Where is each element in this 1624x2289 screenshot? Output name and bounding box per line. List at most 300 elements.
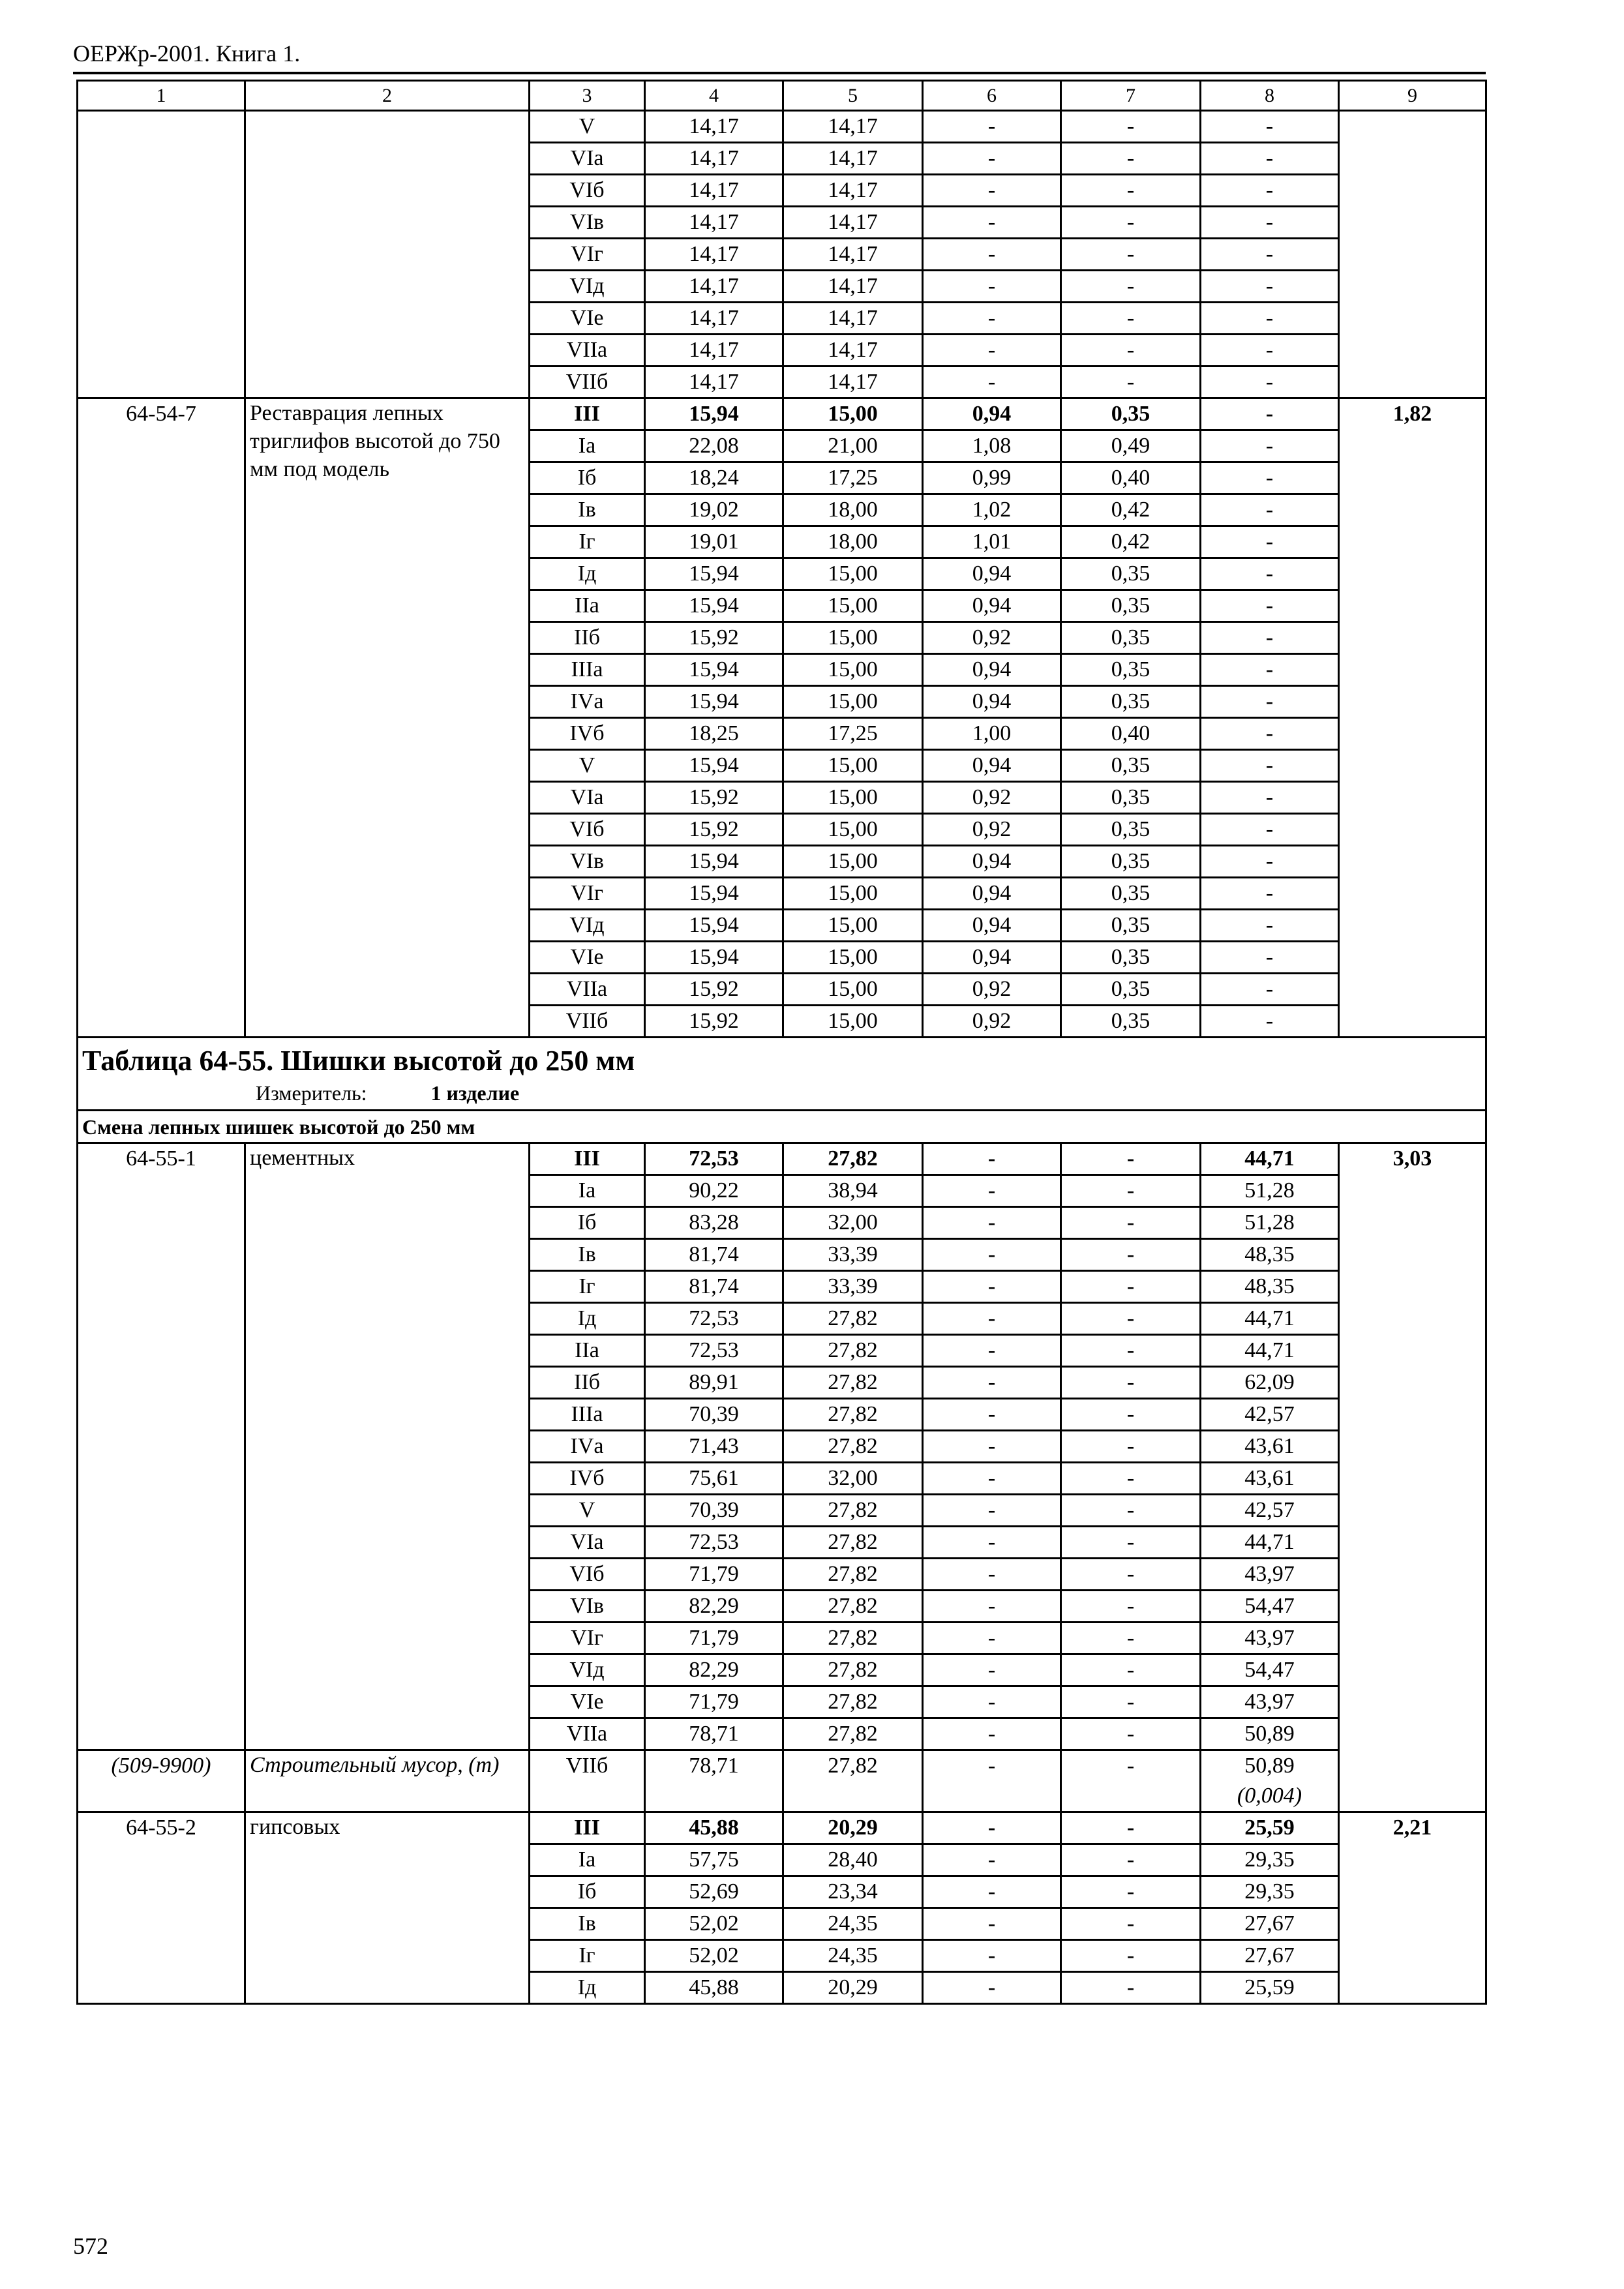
value-cell: Iа — [530, 430, 645, 462]
value-cell: Iв — [530, 1908, 645, 1940]
value-cell: Iа — [530, 1844, 645, 1876]
table-title: Таблица 64-55. Шишки высотой до 250 мм — [82, 1044, 635, 1077]
value-cell: - — [1061, 335, 1201, 367]
value-cell: - — [1201, 1006, 1339, 1038]
value-cell: - — [923, 1750, 1061, 1812]
value-cell: 27,82 — [783, 1654, 923, 1686]
value-cell: III — [530, 1143, 645, 1175]
value-cell: 44,71 — [1201, 1143, 1339, 1175]
value-cell: 44,71 — [1201, 1303, 1339, 1335]
value-cell: - — [1061, 1527, 1201, 1559]
value-cell: - — [1201, 686, 1339, 718]
value-cell: - — [1061, 1908, 1201, 1940]
value-cell: 14,17 — [783, 175, 923, 207]
value-cell: - — [1201, 622, 1339, 654]
value-cell: 14,17 — [783, 143, 923, 175]
value-cell: 1,00 — [923, 718, 1061, 750]
value-cell: IVа — [530, 686, 645, 718]
value-cell: VIе — [530, 303, 645, 335]
value-cell: 27,82 — [783, 1399, 923, 1431]
value-cell: VIб — [530, 1559, 645, 1591]
value-cell: - — [1201, 782, 1339, 814]
value-cell: 21,00 — [783, 430, 923, 462]
column-number-row — [78, 81, 1486, 111]
value-cell: 15,00 — [783, 622, 923, 654]
value-cell: 15,94 — [645, 942, 783, 974]
value-cell: 15,94 — [645, 654, 783, 686]
value-cell: - — [923, 1686, 1061, 1718]
value-cell: 0,35 — [1061, 910, 1201, 942]
value-cell: - — [923, 1940, 1061, 1972]
value-cell: 0,35 — [1061, 558, 1201, 590]
value-cell: 15,92 — [645, 782, 783, 814]
value-cell: - — [1201, 175, 1339, 207]
value-cell: 15,94 — [645, 750, 783, 782]
value-cell: - — [1061, 1271, 1201, 1303]
value-cell: 15,94 — [645, 558, 783, 590]
value-cell: - — [923, 111, 1061, 143]
value-cell: 1,08 — [923, 430, 1061, 462]
value-cell: - — [1201, 910, 1339, 942]
value-cell: VIв — [530, 846, 645, 878]
item-code: 64-55-2 — [78, 1812, 245, 2004]
value-cell: - — [1201, 878, 1339, 910]
value-cell: 45,88 — [645, 1812, 783, 1844]
item-name: гипсовых — [245, 1812, 530, 2004]
value-cell: VIг — [530, 239, 645, 271]
value-cell: IIа — [530, 590, 645, 622]
value-cell: 0,42 — [1061, 494, 1201, 526]
value-cell: - — [1201, 814, 1339, 846]
value-cell: 43,97 — [1201, 1623, 1339, 1654]
value-cell: 0,94 — [923, 942, 1061, 974]
value-cell: IIб — [530, 622, 645, 654]
value-cell: 81,74 — [645, 1239, 783, 1271]
value-cell: IVб — [530, 718, 645, 750]
value-cell: 27,82 — [783, 1750, 923, 1812]
value-cell: - — [923, 335, 1061, 367]
value-cell: 15,00 — [783, 654, 923, 686]
value-cell: - — [923, 207, 1061, 239]
value-cell: 18,25 — [645, 718, 783, 750]
value-cell: 57,75 — [645, 1844, 783, 1876]
value-cell: 27,82 — [783, 1431, 923, 1463]
value-cell: - — [923, 1908, 1061, 1940]
value-cell: 0,92 — [923, 782, 1061, 814]
value-cell: - — [1061, 1175, 1201, 1207]
item-code — [78, 111, 245, 398]
value-cell: 15,94 — [645, 878, 783, 910]
value-cell: 15,94 — [645, 686, 783, 718]
value-cell: 14,17 — [645, 271, 783, 303]
value-cell: 0,35 — [1061, 590, 1201, 622]
value-cell: 50,89 — [1201, 1718, 1339, 1750]
column-number: 2 — [245, 81, 530, 111]
value-cell: - — [923, 1623, 1061, 1654]
value-cell: 0,35 — [1061, 878, 1201, 910]
value-cell: VIIа — [530, 335, 645, 367]
value-cell: 17,25 — [783, 718, 923, 750]
value-cell: 72,53 — [645, 1303, 783, 1335]
value-cell: 15,94 — [645, 590, 783, 622]
value-cell: 20,29 — [783, 1812, 923, 1844]
item-code: 64-54-7 — [78, 398, 245, 1038]
value-cell: - — [1201, 558, 1339, 590]
value-cell: 42,57 — [1201, 1399, 1339, 1431]
value-cell: - — [1201, 239, 1339, 271]
value-cell: 0,35 — [1061, 654, 1201, 686]
value-cell: - — [1201, 654, 1339, 686]
value-cell: 19,01 — [645, 526, 783, 558]
value-cell: 42,57 — [1201, 1495, 1339, 1527]
value-cell: 50,89 — [1244, 1754, 1295, 1778]
value-cell: 14,17 — [645, 111, 783, 143]
value-cell: 14,17 — [645, 367, 783, 398]
value-cell: 24,35 — [783, 1908, 923, 1940]
value-cell: - — [1201, 111, 1339, 143]
subheading-row — [78, 1111, 1486, 1143]
value-cell: 17,25 — [783, 462, 923, 494]
value-cell: VIа — [530, 782, 645, 814]
value-cell: 27,82 — [783, 1495, 923, 1527]
value-cell: 27,67 — [1201, 1908, 1339, 1940]
column9-value: 1,82 — [1339, 398, 1486, 1038]
value-cell: 18,24 — [645, 462, 783, 494]
value-cell: - — [923, 1495, 1061, 1527]
value-cell: VIIа — [530, 1718, 645, 1750]
value-cell: 14,17 — [645, 303, 783, 335]
value-cell: III — [530, 1812, 645, 1844]
value-cell: 15,92 — [645, 974, 783, 1006]
value-cell: 0,35 — [1061, 846, 1201, 878]
value-cell: VIIа — [530, 974, 645, 1006]
value-cell: 0,49 — [1061, 430, 1201, 462]
value-cell: 0,92 — [923, 622, 1061, 654]
value-cell: - — [923, 1972, 1061, 2004]
table-title-cell — [78, 1038, 1486, 1111]
value-cell: 72,53 — [645, 1143, 783, 1175]
value-cell: - — [923, 1654, 1061, 1686]
value-cell: 15,00 — [783, 558, 923, 590]
value-cell: - — [1061, 111, 1201, 143]
value-cell: III — [530, 398, 645, 430]
table-row — [78, 1143, 1486, 1175]
value-cell: - — [923, 1271, 1061, 1303]
value-cell: 14,17 — [783, 271, 923, 303]
value-cell: 89,91 — [645, 1367, 783, 1399]
value-cell: Iа — [530, 1175, 645, 1207]
value-cell: IIа — [530, 1335, 645, 1367]
value-cell: 1,01 — [923, 526, 1061, 558]
value-cell: 72,53 — [645, 1527, 783, 1559]
value-cell: Iг — [530, 1940, 645, 1972]
value-cell: 0,35 — [1061, 398, 1201, 430]
value-cell: V — [530, 750, 645, 782]
value-cell: 71,79 — [645, 1686, 783, 1718]
value-cell: 27,82 — [783, 1591, 923, 1623]
item-name — [245, 111, 530, 398]
value-cell: 38,94 — [783, 1175, 923, 1207]
value-cell: 0,94 — [923, 558, 1061, 590]
value-cell: VIIб — [530, 367, 645, 398]
value-cell: Iв — [530, 1239, 645, 1271]
value-cell: - — [1061, 1876, 1201, 1908]
value-cell: 15,92 — [645, 622, 783, 654]
table-row — [78, 1812, 1486, 1844]
rates-table — [76, 80, 1487, 2005]
value-cell: 15,92 — [645, 814, 783, 846]
column-number: 9 — [1339, 81, 1486, 111]
value-cell: 45,88 — [645, 1972, 783, 2004]
value-cell: IIб — [530, 1367, 645, 1399]
value-cell: - — [1061, 1812, 1201, 1844]
value-cell: 0,94 — [923, 398, 1061, 430]
value-cell: 18,00 — [783, 526, 923, 558]
section-header-row — [78, 1038, 1486, 1111]
value-cell: 29,35 — [1201, 1844, 1339, 1876]
value-cell: 22,08 — [645, 430, 783, 462]
value-cell: - — [923, 175, 1061, 207]
value-cell: 23,34 — [783, 1876, 923, 1908]
value-cell: - — [1061, 367, 1201, 398]
value-cell: 83,28 — [645, 1207, 783, 1239]
value-cell: 20,29 — [783, 1972, 923, 2004]
value-cell: - — [923, 143, 1061, 175]
value-cell: 70,39 — [645, 1399, 783, 1431]
value-cell: - — [923, 1844, 1061, 1876]
value-cell: 27,82 — [783, 1527, 923, 1559]
value-cell: Iв — [530, 494, 645, 526]
measure-value: 1 изделие — [430, 1081, 520, 1105]
value-cell: VIг — [530, 1623, 645, 1654]
value-cell: - — [923, 1207, 1061, 1239]
value-cell: 29,35 — [1201, 1876, 1339, 1908]
value-cell: 27,67 — [1201, 1940, 1339, 1972]
value-cell: - — [1061, 1559, 1201, 1591]
value-cell: - — [1061, 1591, 1201, 1623]
value-cell: 15,00 — [783, 910, 923, 942]
value-cell: 19,02 — [645, 494, 783, 526]
value-cell: - — [923, 1527, 1061, 1559]
value-cell: VIа — [530, 1527, 645, 1559]
value-cell: - — [923, 1367, 1061, 1399]
value-cell: - — [1061, 1431, 1201, 1463]
value-cell: 27,82 — [783, 1367, 923, 1399]
value-cell: 27,82 — [783, 1623, 923, 1654]
value-cell: 70,39 — [645, 1495, 783, 1527]
value-cell: - — [923, 303, 1061, 335]
column-number: 4 — [645, 81, 783, 111]
value-cell: 71,79 — [645, 1623, 783, 1654]
value-cell: 15,00 — [783, 846, 923, 878]
value-cell: - — [1201, 846, 1339, 878]
value-cell: 0,94 — [923, 654, 1061, 686]
value-cell: Iб — [530, 1876, 645, 1908]
value-cell — [1201, 1750, 1339, 1812]
value-cell: 71,79 — [645, 1559, 783, 1591]
value-cell: VIд — [530, 1654, 645, 1686]
value-cell: 51,28 — [1201, 1207, 1339, 1239]
value-cell: - — [1061, 1654, 1201, 1686]
value-cell: VIв — [530, 207, 645, 239]
value-cell: - — [1061, 1303, 1201, 1335]
value-cell: VIд — [530, 271, 645, 303]
value-cell: 14,17 — [783, 207, 923, 239]
value-cell: 0,94 — [923, 846, 1061, 878]
value-cell: - — [1201, 462, 1339, 494]
debris-name: Строительный мусор, (т) — [245, 1750, 530, 1812]
column-number: 6 — [923, 81, 1061, 111]
page-number: 572 — [73, 2233, 108, 2259]
value-cell: 75,61 — [645, 1463, 783, 1495]
value-cell: 0,92 — [923, 974, 1061, 1006]
value-cell: 71,43 — [645, 1431, 783, 1463]
value-cell: - — [1061, 1844, 1201, 1876]
item-name: Реставрация лепных триглифов высотой до 750 мм под модель — [245, 398, 530, 1038]
value-cell: 18,00 — [783, 494, 923, 526]
value-cell: 0,42 — [1061, 526, 1201, 558]
value-cell: 78,71 — [645, 1750, 783, 1812]
value-cell: - — [1201, 718, 1339, 750]
value-cell: - — [1061, 1207, 1201, 1239]
value-cell: - — [923, 1876, 1061, 1908]
value-cell: 14,17 — [783, 303, 923, 335]
value-cell: 14,17 — [645, 143, 783, 175]
column9-value: 3,03 — [1339, 1143, 1486, 1812]
value-cell: Iд — [530, 1303, 645, 1335]
value-cell: 43,61 — [1201, 1431, 1339, 1463]
value-cell: 90,22 — [645, 1175, 783, 1207]
value-cell: 27,82 — [783, 1303, 923, 1335]
value-cell: VIа — [530, 143, 645, 175]
value-cell: 0,94 — [923, 686, 1061, 718]
table-row — [78, 398, 1486, 430]
value-cell: 52,02 — [645, 1908, 783, 1940]
value-cell: 15,00 — [783, 590, 923, 622]
measure-line — [82, 1080, 1481, 1106]
value-cell: 33,39 — [783, 1239, 923, 1271]
value-cell: 82,29 — [645, 1591, 783, 1623]
value-cell: 0,99 — [923, 462, 1061, 494]
value-cell: - — [1201, 974, 1339, 1006]
value-cell: 15,00 — [783, 814, 923, 846]
value-cell: - — [1061, 1750, 1201, 1812]
value-cell: VIб — [530, 814, 645, 846]
value-cell: 15,00 — [783, 942, 923, 974]
value-cell: 52,02 — [645, 1940, 783, 1972]
value-cell: 54,47 — [1201, 1654, 1339, 1686]
value-cell: 15,00 — [783, 750, 923, 782]
value-cell: - — [1061, 1463, 1201, 1495]
value-cell: 15,00 — [783, 398, 923, 430]
value-cell: VIIб — [530, 1750, 645, 1812]
value-cell: 44,71 — [1201, 1335, 1339, 1367]
value-cell: 24,35 — [783, 1940, 923, 1972]
value-cell: - — [1061, 1367, 1201, 1399]
value-cell: - — [1201, 590, 1339, 622]
value-cell: - — [1061, 1940, 1201, 1972]
value-cell: - — [1201, 303, 1339, 335]
value-cell: - — [1061, 1335, 1201, 1367]
value-cell: - — [923, 1143, 1061, 1175]
value-cell: 27,82 — [783, 1718, 923, 1750]
value-cell: - — [1061, 1972, 1201, 2004]
value-cell: - — [923, 1463, 1061, 1495]
value-cell: VIг — [530, 878, 645, 910]
value-cell: 14,17 — [645, 175, 783, 207]
value-cell: 0,35 — [1061, 750, 1201, 782]
value-cell: 14,17 — [645, 239, 783, 271]
value-cell: 15,00 — [783, 1006, 923, 1038]
value-cell: 0,94 — [923, 910, 1061, 942]
value-cell: 0,94 — [923, 750, 1061, 782]
value-cell: Iб — [530, 462, 645, 494]
value-cell: 27,82 — [783, 1559, 923, 1591]
item-code: 64-55-1 — [78, 1143, 245, 1750]
value-cell: 48,35 — [1201, 1239, 1339, 1271]
value-cell: 28,40 — [783, 1844, 923, 1876]
value-cell: - — [1061, 303, 1201, 335]
value-cell: - — [1061, 175, 1201, 207]
value-cell: - — [1061, 143, 1201, 175]
value-cell: 15,00 — [783, 974, 923, 1006]
value-cell: IIIа — [530, 654, 645, 686]
value-cell: 1,02 — [923, 494, 1061, 526]
value-cell: - — [923, 1812, 1061, 1844]
table-row — [78, 111, 1486, 143]
value-cell: - — [1201, 335, 1339, 367]
value-cell: Iг — [530, 526, 645, 558]
value-cell: 15,00 — [783, 782, 923, 814]
value-cell: 0,94 — [923, 878, 1061, 910]
column-number: 8 — [1201, 81, 1339, 111]
value-cell: - — [1201, 494, 1339, 526]
value-cell: - — [1061, 1686, 1201, 1718]
value-cell: 43,97 — [1201, 1559, 1339, 1591]
column-number: 7 — [1061, 81, 1201, 111]
value-cell: 82,29 — [645, 1654, 783, 1686]
value-cell: 51,28 — [1201, 1175, 1339, 1207]
value-cell: 25,59 — [1201, 1812, 1339, 1844]
value-cell: 0,94 — [923, 590, 1061, 622]
value-cell: IVа — [530, 1431, 645, 1463]
value-cell: 33,39 — [783, 1271, 923, 1303]
value-cell: - — [923, 367, 1061, 398]
value-cell: - — [923, 1591, 1061, 1623]
debris-code: (509-9900) — [78, 1750, 245, 1812]
value-cell: V — [530, 111, 645, 143]
value-cell: 14,17 — [783, 111, 923, 143]
value-cell: 15,00 — [783, 878, 923, 910]
value-cell: 0,35 — [1061, 974, 1201, 1006]
value-cell: Iд — [530, 1972, 645, 2004]
subheading: Смена лепных шишек высотой до 250 мм — [78, 1111, 1486, 1143]
value-cell: IIIа — [530, 1399, 645, 1431]
value-cell: - — [1061, 1718, 1201, 1750]
value-cell: 0,92 — [923, 1006, 1061, 1038]
value-cell: 27,82 — [783, 1143, 923, 1175]
value-cell: - — [1061, 1495, 1201, 1527]
value-cell: - — [1201, 367, 1339, 398]
value-cell: 27,82 — [783, 1686, 923, 1718]
value-cell: 78,71 — [645, 1718, 783, 1750]
value-cell: - — [1061, 1239, 1201, 1271]
value-cell: - — [923, 271, 1061, 303]
value-cell: - — [1061, 271, 1201, 303]
value-cell: 15,94 — [645, 910, 783, 942]
value-cell: 14,17 — [783, 335, 923, 367]
value-cell: 27,82 — [783, 1335, 923, 1367]
